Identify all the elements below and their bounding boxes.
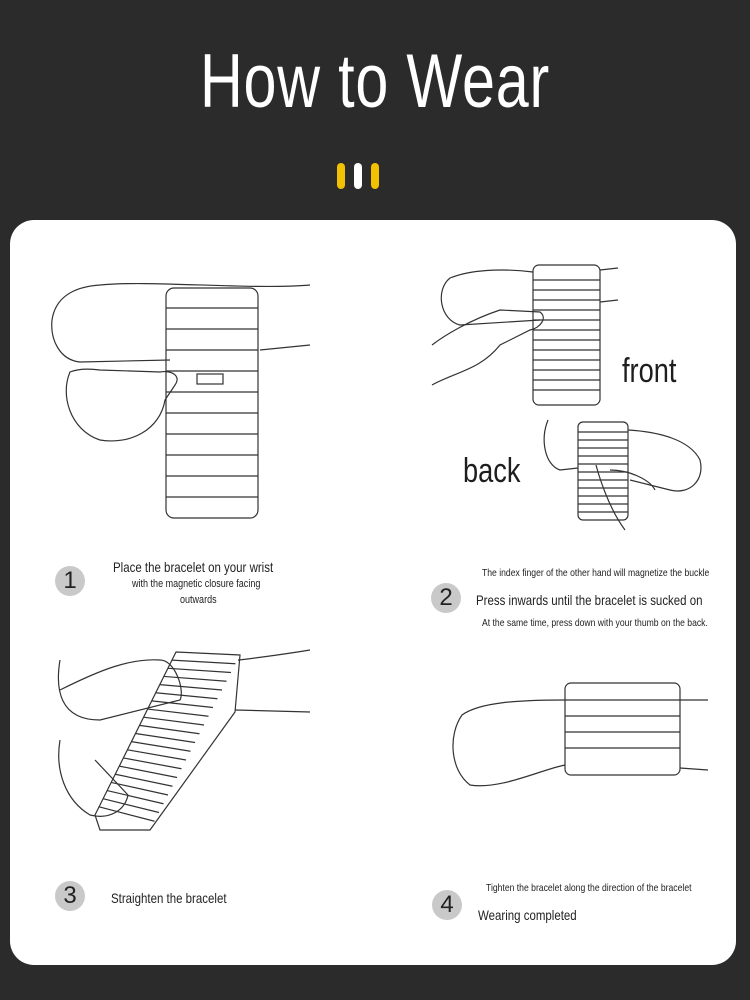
step1-illustration — [52, 284, 310, 518]
step1-main-text: Place the bracelet on your wrist — [113, 559, 274, 575]
bracelet-segment — [131, 742, 190, 752]
bracelet-segment — [140, 725, 200, 733]
step-number-badge: 1 — [55, 566, 85, 596]
step4-main-text: Wearing completed — [478, 907, 577, 923]
bracelet-segment — [115, 774, 172, 786]
step4-illustration — [453, 683, 708, 786]
step4-pre-text: Tighten the bracelet along the direction of the bracelet — [486, 882, 692, 894]
step3-illustration — [58, 650, 310, 830]
step1-sub-text: with the magnetic closure facing — [132, 578, 261, 590]
front-label: front — [622, 352, 677, 390]
bracelet-segment — [127, 750, 186, 760]
step-number-badge: 3 — [55, 881, 85, 911]
bracelet-segment — [119, 766, 177, 777]
step2-pre-text: The index finger of the other hand will magnetize the buckle — [482, 567, 710, 579]
step1-sub-text-2: outwards — [180, 594, 217, 606]
back-label: back — [463, 452, 521, 490]
bracelet-segment — [148, 709, 209, 716]
step2-post-text: At the same time, press down with your thumb on the back. — [482, 617, 708, 629]
bracelet-segment — [160, 685, 222, 690]
step2-front-illustration — [432, 265, 618, 405]
step2-back-illustration — [544, 420, 701, 530]
page-title: How to Wear — [199, 39, 551, 124]
bracelet-segment — [172, 660, 236, 664]
bracelet-segment — [164, 676, 227, 681]
bracelet-segment — [156, 693, 218, 699]
bracelet-segment — [168, 668, 231, 672]
step2-main-text: Press inwards until the bracelet is sucked on — [476, 592, 703, 608]
bracelet-segment — [136, 734, 196, 743]
step-number-badge: 2 — [431, 583, 461, 613]
step3-main-text: Straighten the bracelet — [111, 890, 227, 906]
step-number-badge: 4 — [432, 890, 462, 920]
bracelet-segment — [123, 758, 181, 769]
bracelet-segment — [144, 717, 204, 725]
